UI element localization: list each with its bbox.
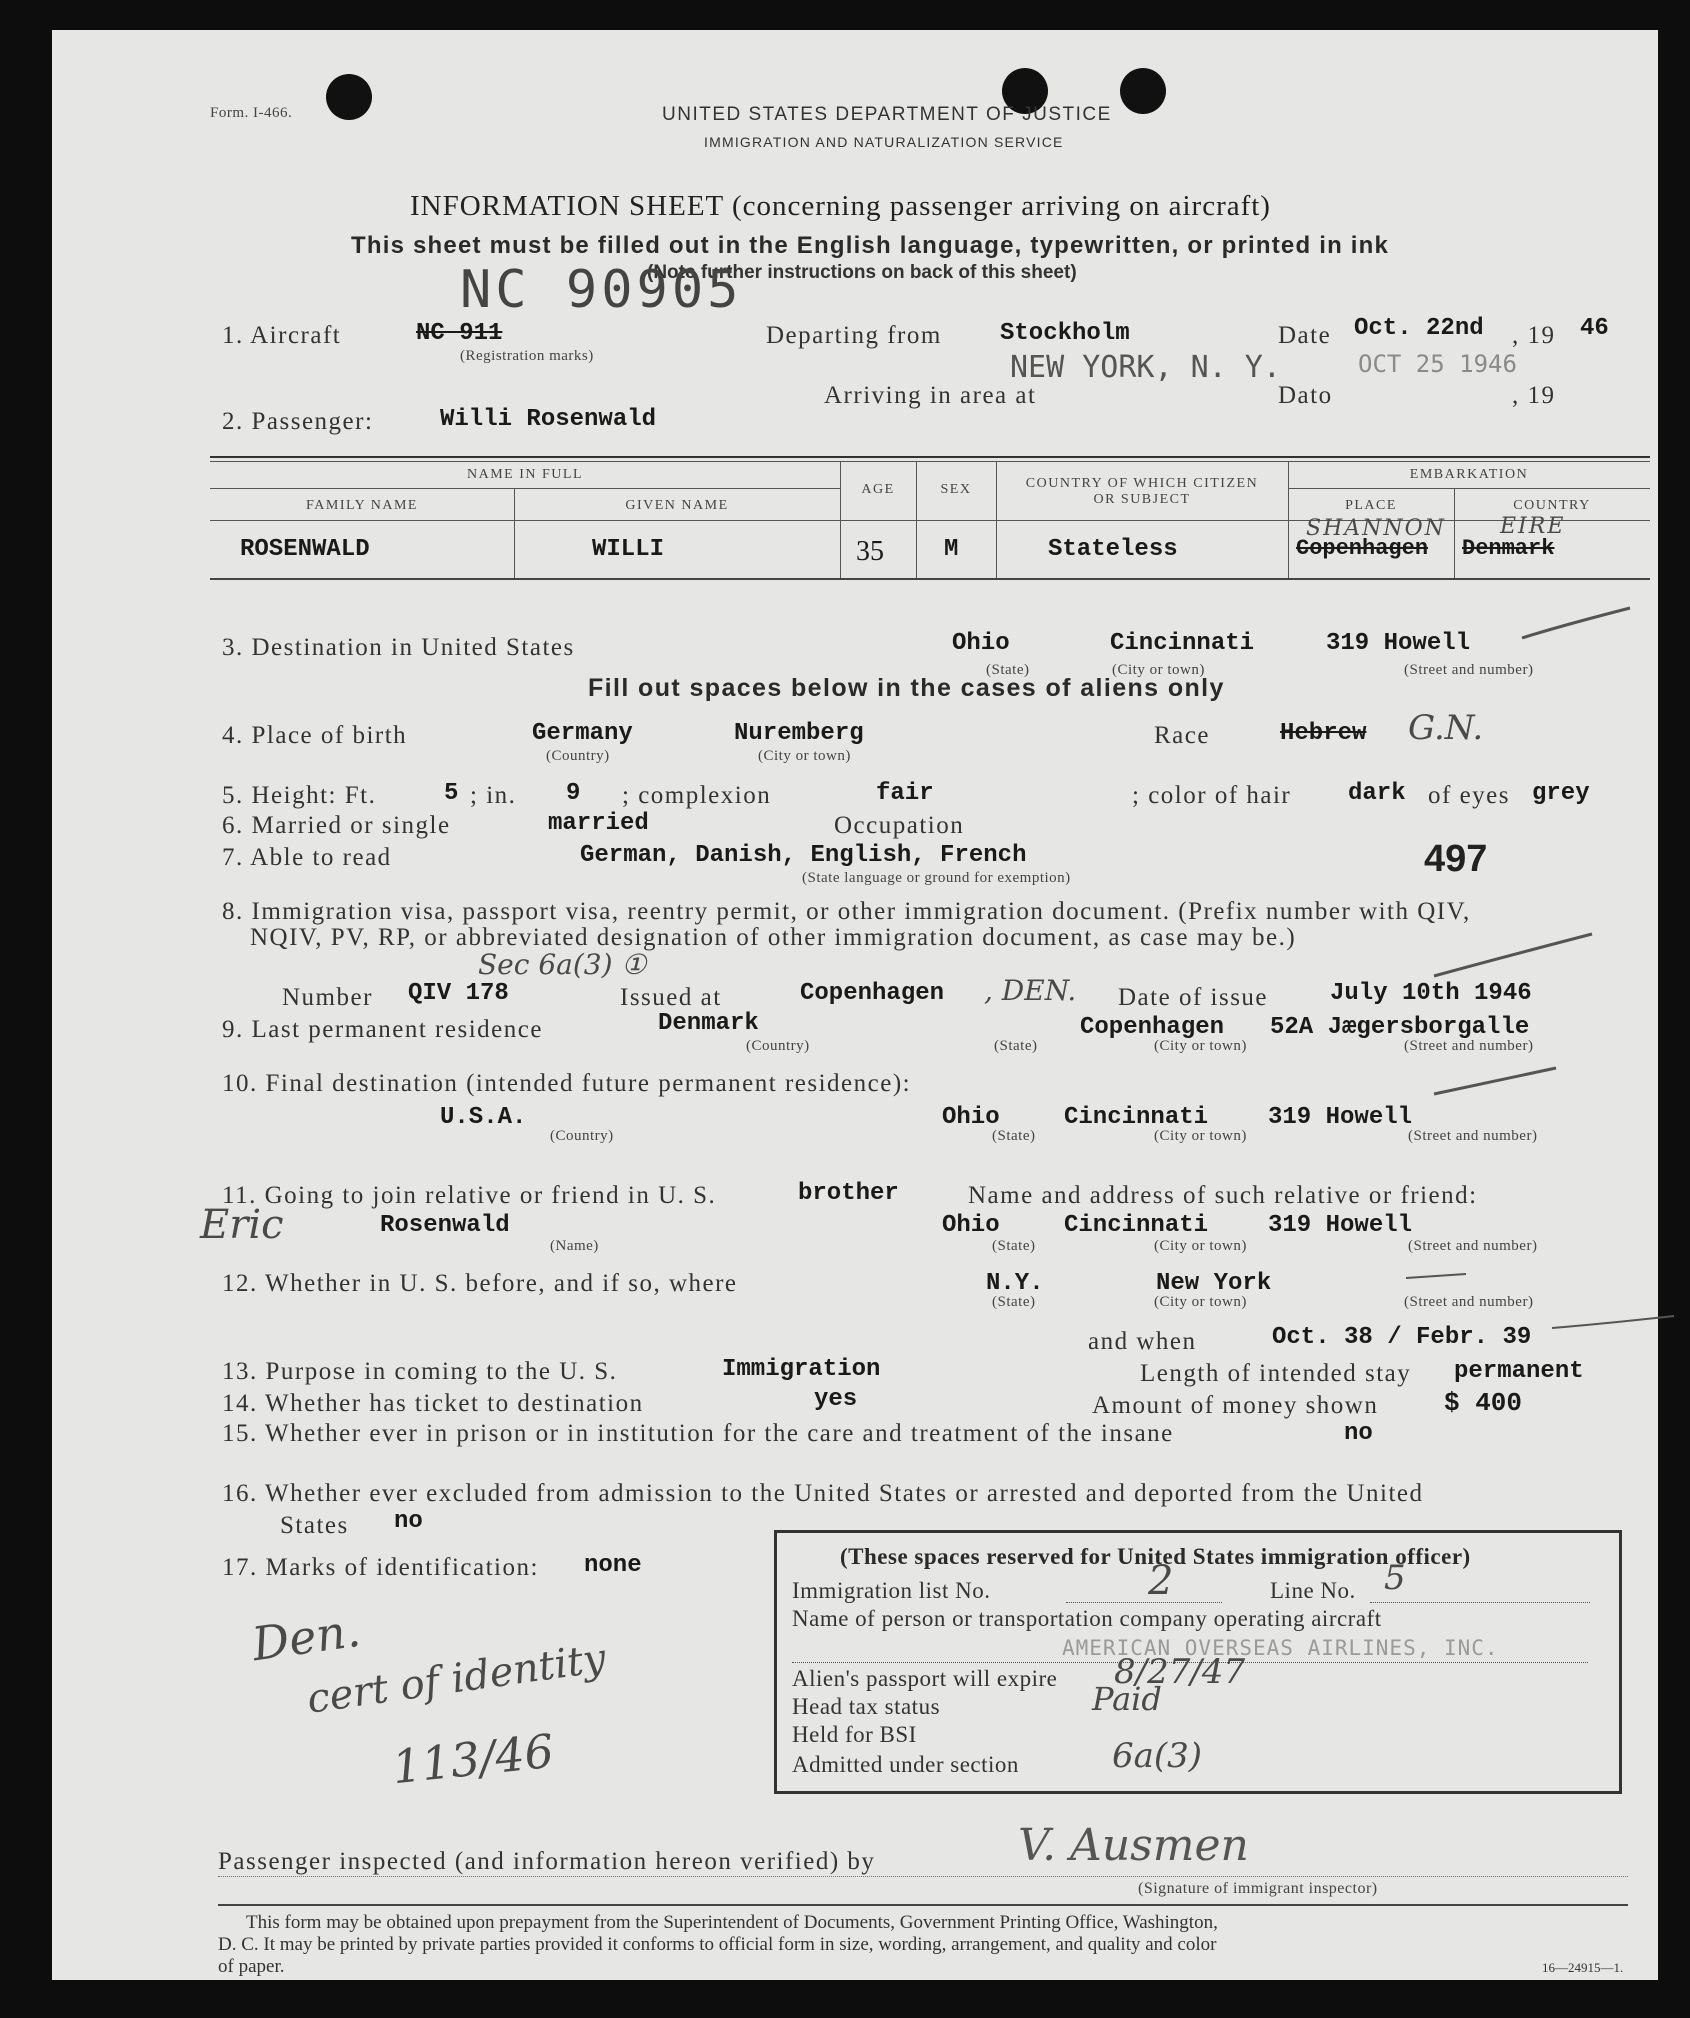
table-col-divider [996, 461, 997, 578]
street-caption: (Street and number) [1408, 1238, 1538, 1254]
inspector-signature: V. Ausmen [1018, 1820, 1249, 1871]
departing-label: Departing from [766, 322, 942, 349]
hair-value: dark [1348, 780, 1406, 807]
year-prefix: , 19 [1512, 322, 1556, 349]
prison-label: 15. Whether ever in prison or in institution for the care and treatment of the insane [222, 1420, 1174, 1447]
country-header: COUNTRY [1513, 498, 1591, 513]
country-caption: (Country) [746, 1038, 810, 1054]
relative-label: 11. Going to join relative or friend in U. S. [222, 1182, 717, 1209]
signature-caption: (Signature of immigrant inspector) [1138, 1880, 1378, 1897]
birth-country: Germany [532, 720, 633, 747]
embarkation-country-value: Denmark [1462, 536, 1555, 561]
relative-name-label: Name and address of such relative or friend: [968, 1182, 1478, 1209]
purpose-value: Immigration [722, 1356, 881, 1383]
age-value: 35 [856, 536, 884, 567]
form-title: INFORMATION SHEET (concerning passenger arriving on aircraft) [410, 190, 1271, 222]
street-caption: (Street and number) [1408, 1128, 1538, 1144]
handwritten-place: SHANNON [1306, 516, 1446, 541]
city-caption: (City or town) [1112, 662, 1205, 678]
information-sheet [52, 30, 1658, 1980]
sex-header: SEX [940, 482, 972, 497]
inches-label: ; in. [470, 782, 517, 809]
handwritten-registration: NC 90905 [460, 260, 743, 320]
city-caption: (City or town) [1154, 1038, 1247, 1054]
handwritten-margin-line-3: 113/46 [389, 1723, 557, 1795]
sex-value: M [944, 536, 959, 563]
city-caption: (City or town) [1154, 1238, 1247, 1254]
bsi-label: Held for BSI [792, 1722, 917, 1747]
list-number-line [1066, 1602, 1222, 1603]
handwritten-margin-line-2: cert of identity [304, 1635, 609, 1723]
fine-print-2: D. C. It may be printed by private parties provided it conforms to official form in size, wording, arrangement, and quality and color [218, 1934, 1217, 1955]
form-code: 16—24915—1. [1542, 1960, 1624, 1975]
given-name-value: WILLI [592, 536, 665, 563]
departing-value: Stockholm [1000, 320, 1130, 347]
passenger-label: 2. Passenger: [222, 408, 374, 435]
final-city: Cincinnati [1064, 1104, 1209, 1131]
state-caption: (State) [986, 662, 1030, 678]
inspected-by-label: Passenger inspected (and information hereon verified) by [218, 1848, 876, 1875]
relative-name: Rosenwald [380, 1212, 510, 1239]
birth-city: Nuremberg [734, 720, 864, 747]
signature-line [218, 1876, 1628, 1877]
aliens-note: Fill out spaces below in the cases of aliens only [588, 674, 1225, 702]
excluded-text-1: 16. Whether ever excluded from admission to the United States or arrested and deported from the United [222, 1480, 1424, 1507]
list-number-label: Immigration list No. [792, 1578, 991, 1603]
handwritten-check-mark [1520, 598, 1640, 658]
age-header: AGE [861, 482, 895, 497]
company-stamp: AMERICAN OVERSEAS AIRLINES, INC. [1062, 1636, 1499, 1660]
table-bottom-rule [210, 578, 1650, 580]
residence-city: Copenhagen [1080, 1014, 1225, 1041]
state-caption: (State) [994, 1038, 1038, 1054]
destination-state: Ohio [952, 630, 1010, 657]
destination-label: 3. Destination in United States [222, 634, 575, 661]
visa-text-2: NQIV, PV, RP, or abbreviated designation of other immigration document, as case may be.) [250, 924, 1297, 951]
date2-label: Dato [1278, 382, 1333, 409]
name-caption: (Name) [550, 1238, 599, 1254]
punch-hole [1120, 68, 1166, 114]
stay-value: permanent [1454, 1358, 1584, 1385]
arriving-label: Arriving in area at [824, 382, 1037, 409]
prior-visit-state: N.Y. [986, 1270, 1044, 1297]
state-caption: (State) [992, 1128, 1036, 1144]
residence-street: 52A Jægersborgalle [1270, 1014, 1530, 1041]
final-state: Ohio [942, 1104, 1000, 1131]
residence-country: Denmark [658, 1010, 759, 1037]
passport-expire-label: Alien's passport will expire [792, 1666, 1058, 1691]
hair-label: ; color of hair [1132, 782, 1292, 809]
relative-city: Cincinnati [1064, 1212, 1209, 1239]
form-number: Form. I-466. [210, 105, 293, 121]
height-label: 5. Height: Ft. [222, 782, 377, 809]
line-number-value: 5 [1384, 1558, 1406, 1598]
read-label: 7. Able to read [222, 844, 392, 871]
head-tax-label: Head tax status [792, 1694, 941, 1719]
table-col-divider [840, 461, 841, 578]
company-label: Name of person or transportation company operating aircraft [792, 1606, 1382, 1631]
arrival-date-stamp: OCT 25 1946 [1358, 350, 1517, 378]
table-subhead-rule-embark [1288, 488, 1650, 489]
height-feet: 5 [444, 780, 459, 807]
year-value: 46 [1580, 315, 1609, 342]
visa-number-value: QIV 178 [408, 980, 509, 1007]
handwritten-check-mark [1432, 926, 1602, 986]
form-instruction: This sheet must be filled out in the English language, typewritten, or printed in ink [351, 232, 1390, 259]
handwritten-first-name: Eric [200, 1202, 284, 1248]
money-label: Amount of money shown [1092, 1392, 1379, 1419]
birthplace-label: 4. Place of birth [222, 722, 408, 749]
handwritten-margin-line-1: Den. [248, 1602, 364, 1672]
street-caption: (Street and number) [1404, 1294, 1534, 1310]
head-tax-value: Paid [1092, 1680, 1162, 1718]
city-caption: (City or town) [1154, 1294, 1247, 1310]
prior-visit-city: New York [1156, 1270, 1272, 1297]
eyes-value: grey [1532, 780, 1590, 807]
given-name-header: GIVEN NAME [625, 498, 729, 513]
final-country: U.S.A. [440, 1104, 527, 1131]
marks-value: none [584, 1552, 642, 1579]
marks-label: 17. Marks of identification: [222, 1554, 539, 1581]
issued-at-label: Issued at [620, 984, 722, 1011]
table-col-divider [916, 461, 917, 578]
embarkation-header: EMBARKATION [1409, 467, 1529, 482]
embarkation-place-value: Copenhagen [1296, 536, 1429, 561]
issue-date-label: Date of issue [1118, 984, 1269, 1011]
citizenship-header: COUNTRY OF WHICH CITIZEN OR SUBJECT [1025, 476, 1259, 507]
relative-state: Ohio [942, 1212, 1000, 1239]
admitted-section-label: Admitted under section [792, 1752, 1019, 1777]
name-in-full-header: NAME IN FULL [467, 467, 583, 482]
issued-at-value: Copenhagen [800, 980, 945, 1007]
residence-label: 9. Last permanent residence [222, 1016, 543, 1043]
issue-date-value: July 10th 1946 [1330, 980, 1532, 1007]
race-label: Race [1154, 722, 1210, 749]
when-label: and when [1088, 1328, 1197, 1355]
arrival-stamp: NEW YORK, N. Y. [1010, 350, 1281, 385]
place-header: PLACE [1345, 498, 1397, 513]
fine-print-1: This form may be obtained upon prepayment from the Superintendent of Documents, Government Printing Office, Washington, [246, 1912, 1218, 1933]
handwritten-den: , DEN. [984, 974, 1077, 1007]
admitted-section-value: 6a(3) [1112, 1736, 1203, 1776]
when-value: Oct. 38 / Febr. 39 [1272, 1324, 1532, 1351]
relative-relation: brother [798, 1180, 899, 1207]
handwritten-check-mark [1432, 1062, 1562, 1102]
country-caption: (Country) [550, 1128, 614, 1144]
street-caption: (Street and number) [1404, 1038, 1534, 1054]
ticket-label: 14. Whether has ticket to destination [222, 1390, 644, 1417]
country-caption: (Country) [546, 748, 610, 764]
fine-print-3: of paper. [218, 1956, 285, 1977]
table-subhead-rule [210, 488, 840, 489]
form-note: (Note further instructions on back of this sheet) [647, 262, 1077, 283]
complexion-label: ; complexion [622, 782, 772, 809]
family-name-value: ROSENWALD [240, 536, 370, 563]
date-label: Date [1278, 322, 1332, 349]
purpose-label: 13. Purpose in coming to the U. S. [222, 1358, 618, 1385]
stamped-number: 497 [1424, 838, 1488, 880]
aircraft-value: NC 911 [416, 320, 503, 347]
race-value: Hebrew [1280, 720, 1367, 747]
citizen-value: Stateless [1048, 536, 1178, 563]
table-top-rule [210, 456, 1650, 458]
city-caption: (City or town) [758, 748, 851, 764]
final-destination-label: 10. Final destination (intended future permanent residence): [222, 1070, 912, 1097]
destination-city: Cincinnati [1110, 630, 1255, 657]
handwritten-country: EIRE [1500, 514, 1566, 539]
marital-value: married [548, 810, 649, 837]
state-caption: (State) [992, 1294, 1036, 1310]
final-street: 319 Howell [1268, 1104, 1413, 1131]
stay-label: Length of intended stay [1140, 1360, 1412, 1387]
aircraft-label: 1. Aircraft [222, 322, 342, 349]
height-inches: 9 [566, 780, 581, 807]
occupation-label: Occupation [834, 812, 965, 839]
excluded-value: no [394, 1508, 423, 1535]
year2-prefix: , 19 [1512, 382, 1556, 409]
date-value: Oct. 22nd [1354, 315, 1484, 342]
language-caption: (State language or ground for exemption) [802, 870, 1071, 886]
service: IMMIGRATION AND NATURALIZATION SERVICE [704, 134, 1064, 150]
passport-expire-value: 8/27/47 [1114, 1652, 1246, 1692]
registration-caption: (Registration marks) [460, 348, 594, 364]
line-number-label: Line No. [1270, 1578, 1356, 1603]
prison-value: no [1344, 1420, 1373, 1447]
visa-number-label: Number [282, 984, 373, 1011]
languages-value: German, Danish, English, French [580, 842, 1027, 869]
complexion-value: fair [876, 780, 934, 807]
footer-rule [218, 1904, 1628, 1906]
officer-box-title: (These spaces reserved for United States immigration officer) [840, 1544, 1471, 1569]
street-caption: (Street and number) [1404, 662, 1534, 678]
department: UNITED STATES DEPARTMENT OF JUSTICE [662, 104, 1112, 125]
city-caption: (City or town) [1154, 1128, 1247, 1144]
destination-street: 319 Howell [1326, 630, 1471, 657]
money-value: $ 400 [1444, 1388, 1523, 1418]
state-caption: (State) [992, 1238, 1036, 1254]
list-number-value: 2 [1148, 1558, 1174, 1604]
family-name-header: FAMILY NAME [306, 498, 418, 513]
handwritten-section: Sec 6a(3) ① [478, 948, 647, 981]
punch-hole [326, 74, 372, 120]
ticket-value: yes [814, 1386, 858, 1413]
passenger-value: Willi Rosenwald [440, 406, 657, 433]
prior-visit-label: 12. Whether in U. S. before, and if so, where [222, 1270, 738, 1297]
handwritten-check-mark [1402, 1266, 1682, 1336]
eyes-label: of eyes [1428, 782, 1510, 809]
relative-street: 319 Howell [1268, 1212, 1413, 1239]
visa-text-1: 8. Immigration visa, passport visa, reentry permit, or other immigration document. (Prefix number with QIV, [222, 898, 1471, 925]
excluded-text-2: States [280, 1512, 349, 1539]
handwritten-race: G.N. [1408, 708, 1484, 748]
line-number-line [1370, 1602, 1590, 1603]
marital-label: 6. Married or single [222, 812, 451, 839]
table-top-rule-thin [210, 461, 1650, 462]
